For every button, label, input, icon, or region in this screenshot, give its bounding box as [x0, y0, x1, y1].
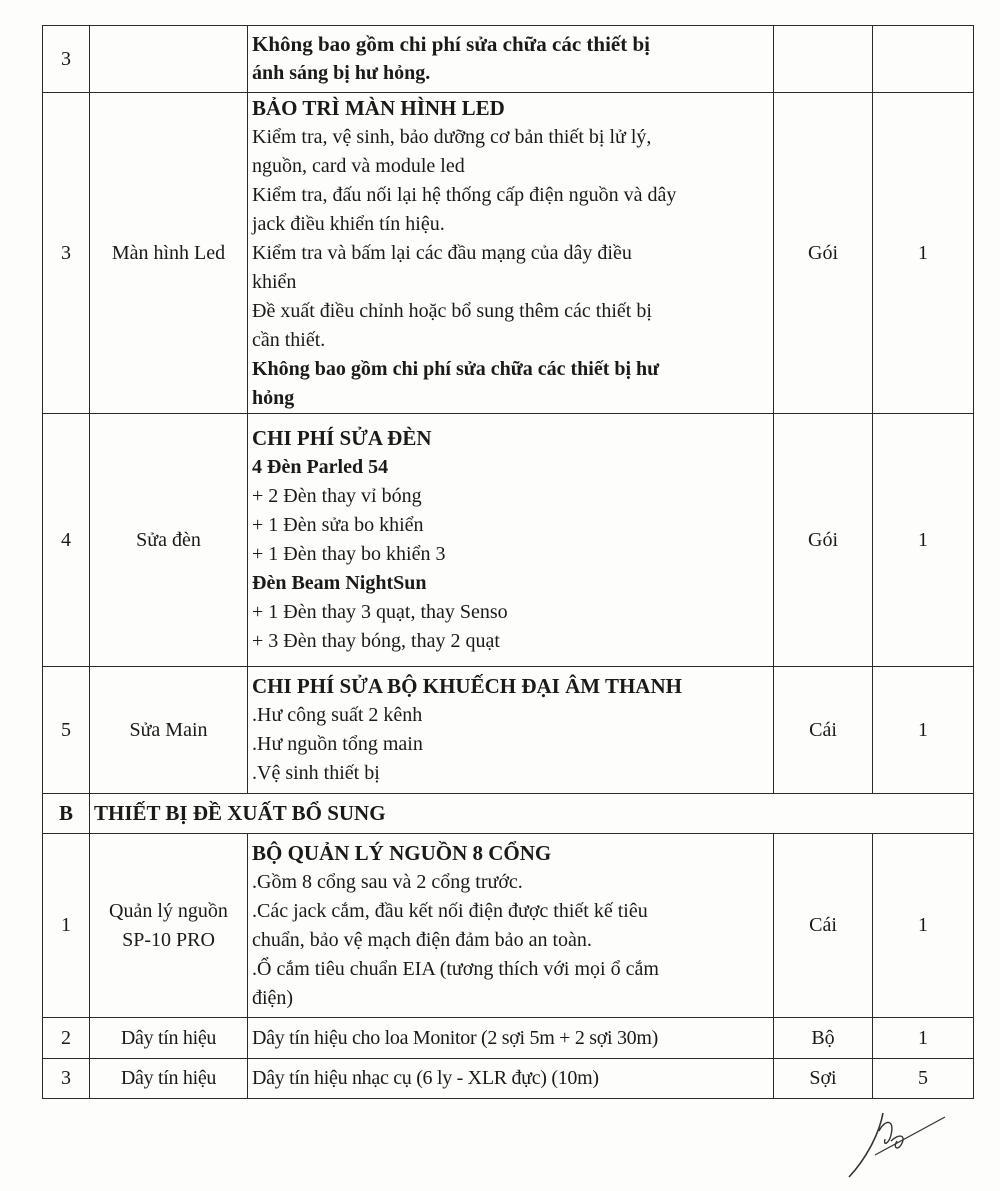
description-line: .Vệ sinh thiết bị [252, 762, 380, 784]
quantity: 1 [873, 93, 974, 414]
row-number: 1 [43, 834, 90, 1018]
row-number: 5 [43, 667, 90, 794]
item-description [248, 414, 774, 667]
item-name [90, 26, 248, 93]
table-row [43, 414, 974, 667]
table-row [43, 834, 974, 1018]
description-line: Đèn Beam NightSun [252, 572, 427, 594]
table-row [43, 26, 974, 93]
quantity: 5 [873, 1059, 974, 1099]
item-name [90, 834, 248, 1018]
description-line: hỏng [252, 386, 295, 409]
description-line: nguồn, card và module led [252, 154, 465, 177]
handwritten-initial-signature [835, 1105, 955, 1185]
quantity [873, 26, 974, 93]
description-line: + 1 Đèn thay bo khiển 3 [252, 543, 446, 565]
description-line: BỘ QUẢN LÝ NGUỒN 8 CỔNG [252, 840, 552, 865]
unit: Gói [774, 414, 873, 667]
section-header-row [43, 794, 974, 834]
item-name: Sửa Main [90, 667, 248, 794]
item-description [248, 26, 774, 93]
description-line: + 1 Đèn sửa bo khiển [252, 514, 424, 536]
description-line: .Các jack cắm, đầu kết nối điện được thiết kế tiêu [252, 899, 648, 922]
item-name-line: SP-10 PRO [122, 928, 215, 951]
row-number: 4 [43, 414, 90, 667]
quotation-table [42, 25, 974, 1099]
description-line: ánh sáng bị hư hỏng. [252, 62, 431, 84]
description-line: + 2 Đèn thay vỉ bóng [252, 485, 422, 507]
description-line: Kiểm tra, vệ sinh, bảo dưỡng cơ bản thiết bị lử lý, [252, 125, 652, 148]
row-number: 3 [43, 26, 90, 93]
unit: Bộ [774, 1018, 873, 1059]
table-row [43, 93, 974, 414]
unit: Sợi [774, 1059, 873, 1099]
quantity: 1 [873, 414, 974, 667]
description-line: Không bao gồm chi phí sửa chữa các thiết bị [252, 32, 650, 56]
description-line: Kiểm tra, đấu nối lại hệ thống cấp điện nguồn và dây [252, 183, 677, 206]
unit [774, 26, 873, 93]
section-letter: B [43, 794, 90, 834]
description-line: jack điều khiển tín hiệu. [252, 212, 445, 235]
item-name-line: Quản lý nguồn [109, 899, 228, 922]
quantity: 1 [873, 1018, 974, 1059]
table-row [43, 667, 974, 794]
item-description [248, 93, 774, 414]
row-number: 3 [43, 1059, 90, 1099]
item-name: Màn hình Led [90, 93, 248, 414]
row-number: 3 [43, 93, 90, 414]
unit: Gói [774, 93, 873, 414]
section-title: THIẾT BỊ ĐỀ XUẤT BỔ SUNG [90, 794, 974, 834]
description-line: điện) [252, 986, 294, 1009]
description-line: CHI PHÍ SỬA BỘ KHUẾCH ĐẠI ÂM THANH [252, 674, 682, 698]
description-line: Đề xuất điều chỉnh hoặc bổ sung thêm các thiết bị [252, 299, 652, 322]
description-line: Kiểm tra và bấm lại các đầu mạng của dây điều [252, 241, 632, 264]
description-line: .Gồm 8 cổng sau và 2 cổng trước. [252, 870, 523, 893]
item-description [248, 834, 774, 1018]
description-line: 4 Đèn Parled 54 [252, 456, 389, 478]
description-line: BẢO TRÌ MÀN HÌNH LED [252, 95, 505, 120]
description-line: khiển [252, 270, 297, 293]
unit: Cái [774, 667, 873, 794]
item-name: Dây tín hiệu [90, 1018, 248, 1059]
description-line: Không bao gồm chi phí sửa chữa các thiết bị hư [252, 357, 660, 380]
description-line: + 1 Đèn thay 3 quạt, thay Senso [252, 601, 508, 623]
description-line: + 3 Đèn thay bóng, thay 2 quạt [252, 630, 500, 652]
item-description [248, 667, 774, 794]
item-name: Dây tín hiệu [90, 1059, 248, 1099]
item-description: Dây tín hiệu cho loa Monitor (2 sợi 5m + 2 sợi 30m) [248, 1018, 774, 1059]
quantity: 1 [873, 667, 974, 794]
quantity: 1 [873, 834, 974, 1018]
row-number: 2 [43, 1018, 90, 1059]
unit: Cái [774, 834, 873, 1018]
description-line: cần thiết. [252, 328, 326, 351]
item-description: Dây tín hiệu nhạc cụ (6 ly - XLR đực) (10m) [248, 1059, 774, 1099]
description-line: .Ổ cắm tiêu chuẩn EIA (tương thích với mọi ổ cắm [252, 957, 659, 980]
item-name: Sửa đèn [90, 414, 248, 667]
description-line: chuẩn, bảo vệ mạch điện đảm bảo an toàn. [252, 928, 592, 951]
description-line: CHI PHÍ SỬA ĐÈN [252, 426, 432, 450]
table-row [43, 1059, 974, 1099]
description-line: .Hư công suất 2 kênh [252, 704, 423, 726]
description-line: .Hư nguồn tổng main [252, 733, 423, 755]
table-row [43, 1018, 974, 1059]
